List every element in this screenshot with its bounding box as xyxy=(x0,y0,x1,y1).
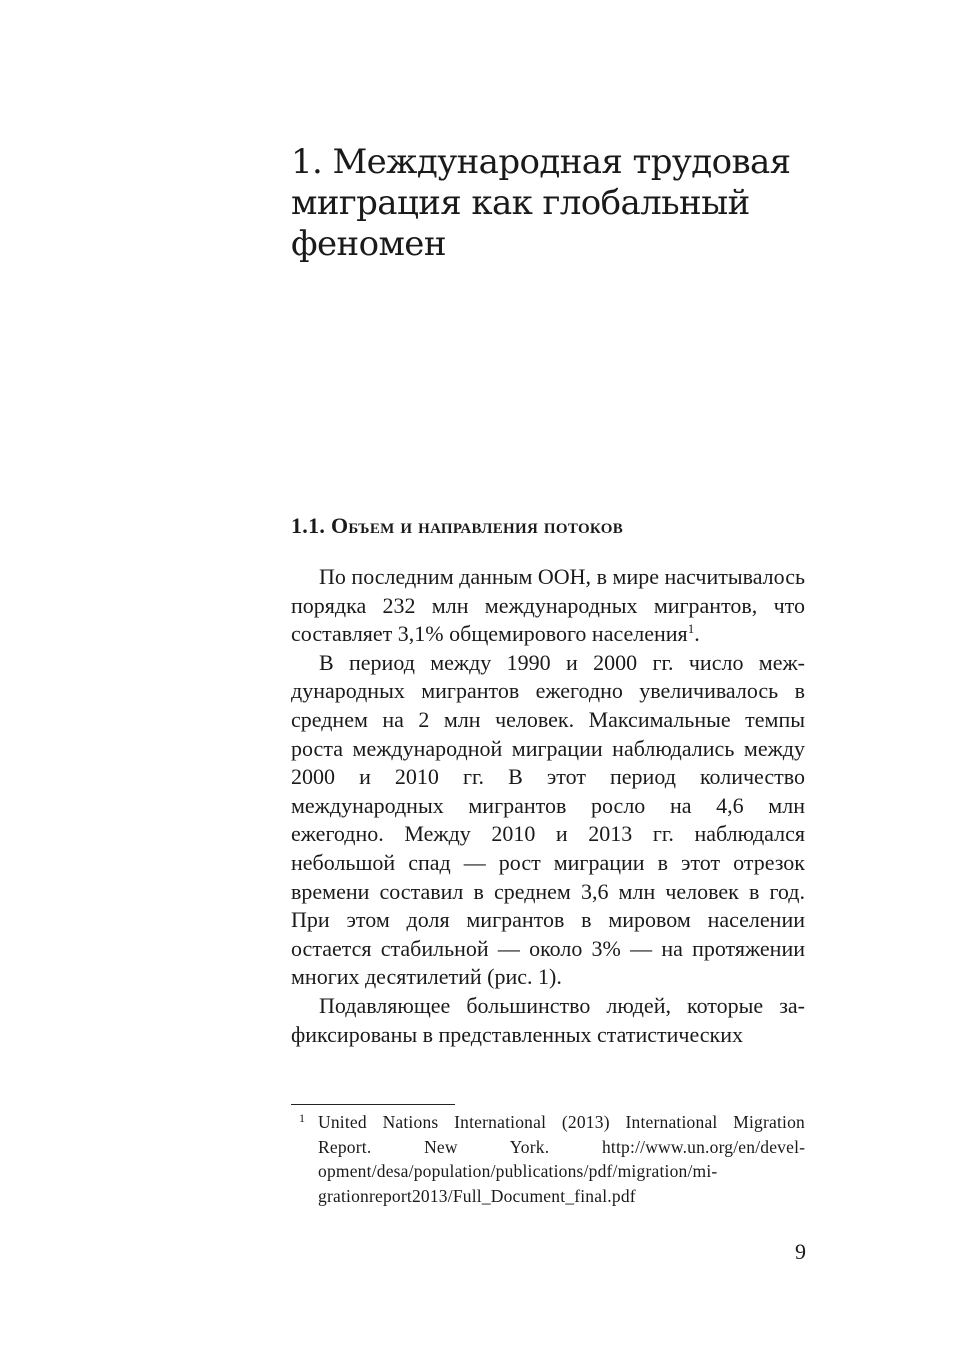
section-title xyxy=(291,512,811,540)
footnote xyxy=(291,1110,805,1208)
footnote-number: 1 xyxy=(299,1111,305,1125)
paragraph-tail: . xyxy=(694,621,700,647)
chapter-title-line: феномен xyxy=(291,224,446,264)
footnote-divider xyxy=(291,1104,455,1105)
footnote-reference[interactable]: 1 xyxy=(687,621,695,637)
paragraph: В период между 1990 и 2000 гг. число международных мигрантов ежегодно увеличивалось в среднем на 2 млн человек. Максимальные темпы роста международной миграции наблюдались между 2000 и 2010 гг. В этот период количество международных мигрантов росло на 4,6 млн ежегодно. Между 2010 и 2013 гг. наблюдался небольшой спад — рост миграции в этот отрезок времени составил в среднем 3,6 млн человек в год. При этом доля мигрантов в мировом населении остается стабильной — около 3% — на протяжении многих десятилетий (рис. 1). xyxy=(291,649,805,990)
footnote-text: United Nations International (2013) International Migration Report. New York. http://www.un.org/en/development/desa/population/publications/pdf/migration/migrationreport2013/Full_Document_final.pdf xyxy=(318,1112,805,1206)
paragraph xyxy=(291,563,805,649)
paragraph: Подавляющее большинство людей, которые зафиксированы в представленных статистических xyxy=(291,992,805,1047)
page-number: 9 xyxy=(795,1239,806,1264)
body-text xyxy=(291,563,805,1049)
chapter-title xyxy=(291,142,811,265)
paragraph-text: По последним данным ООН, в мире насчитывалось порядка 232 млн международных мигрантов, что составляет 3,1% общемирового населения xyxy=(291,564,805,647)
chapter-title-line: 1. Международная трудовая xyxy=(291,142,791,182)
chapter-title-line: миграция как глобальный xyxy=(291,183,750,223)
section-title-text: 1.1. Объем и направления потоков xyxy=(291,513,624,538)
